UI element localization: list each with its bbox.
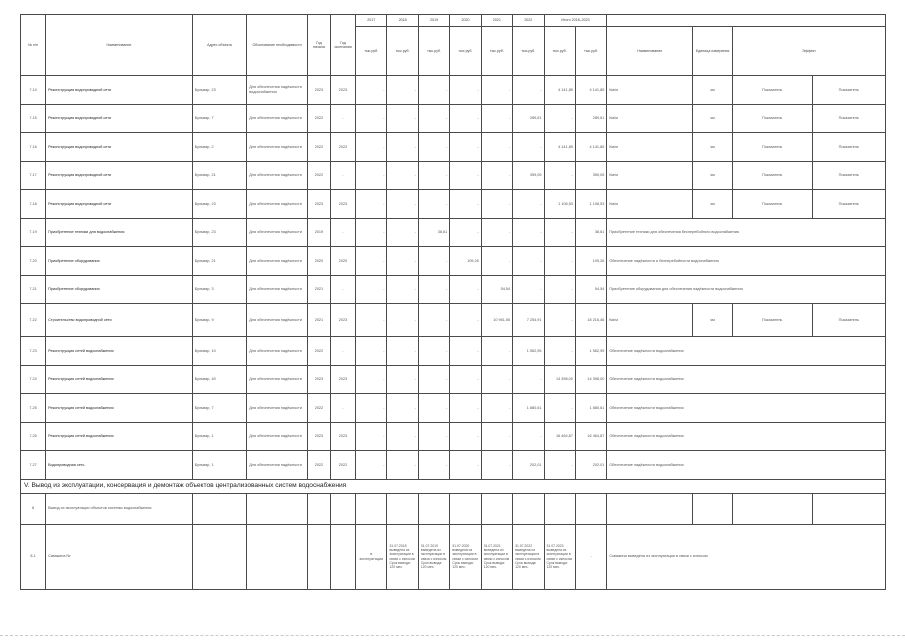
- row-plan: Км/м: [607, 190, 693, 219]
- amount-cell-y2021: -: [481, 104, 512, 133]
- row-description: Для обеспечения надёжности: [247, 104, 308, 133]
- row-num: 7.21: [21, 275, 46, 304]
- row-end-year: 2023: [330, 365, 355, 394]
- table-row: [21, 451, 886, 480]
- amount-cell-y2021: 10 961,55: [481, 304, 512, 337]
- row-description: Для обеспечения надёжности: [247, 394, 308, 423]
- amount-cell-y2022: -: [513, 365, 544, 394]
- amount-cell-y2022: 289,61: [513, 104, 544, 133]
- amount-cell-total: 202,01: [575, 451, 606, 480]
- amount-cell-y2023: -: [544, 337, 575, 366]
- table-row: [21, 190, 886, 219]
- row-address: Бульвар, 9: [192, 304, 246, 337]
- amount-cell-total: 18 216,46: [575, 304, 606, 337]
- row-num: 7.15: [21, 104, 46, 133]
- amount-cell-y2021: 54,54: [481, 275, 512, 304]
- row-plan-note: Обеспечение надёжности водоснабжения: [607, 451, 886, 480]
- amount-cell-y2022: -: [513, 76, 544, 105]
- amount-cell-y2020: -: [450, 451, 481, 480]
- amt-header: тыс.руб.: [575, 27, 606, 76]
- table-row: [21, 304, 886, 337]
- row-plan-note: Обеспечение надёжности водоснабжения: [607, 394, 886, 423]
- section-v-row: [21, 479, 886, 493]
- amount-cell-y2023: -: [544, 161, 575, 190]
- row-end-year: 2020: [330, 247, 355, 276]
- amount-cell-y2019: -: [418, 422, 449, 451]
- row-address: Бульвар, 2: [192, 133, 246, 162]
- amount-cell-y2019: -: [418, 337, 449, 366]
- row-effect-2: Показатель: [812, 190, 885, 219]
- amount-cell-y2020: -: [450, 104, 481, 133]
- amount-cell-y2019: -: [418, 247, 449, 276]
- amount-cell-y2023: -: [544, 304, 575, 337]
- row-effect-2: Показатель: [812, 161, 885, 190]
- amt-header: тыс.руб.: [418, 27, 449, 76]
- table-row: [21, 394, 886, 423]
- note-cell: Скважина выведена из эксплуатации в связи с износом: [607, 524, 886, 589]
- row-address: Бульвар, 23: [192, 190, 246, 219]
- amount-cell-y2019: -: [418, 104, 449, 133]
- row-description: Для обеспечения надёжности: [247, 133, 308, 162]
- amount-cell-y2017: -: [356, 337, 387, 366]
- row-description: Для обеспечения надёжности: [247, 304, 308, 337]
- row-start-year: 2021: [307, 275, 330, 304]
- row-start-year: 2022: [307, 451, 330, 480]
- amount-cell-y2018: -: [387, 337, 418, 366]
- amount-cell-y2023: -: [544, 104, 575, 133]
- amount-cell-y2017: -: [356, 422, 387, 451]
- amount-cell-total: 1 562,95: [575, 337, 606, 366]
- year-2020: 2020: [450, 15, 481, 27]
- col-header-name: Наименование: [46, 15, 193, 76]
- amount-cell-y2020: -: [450, 394, 481, 423]
- col-header-num: № п/п: [21, 15, 46, 76]
- row-name: Приобретение оборудования: [46, 275, 193, 304]
- amount-cell-total: 16 464,87: [575, 422, 606, 451]
- col-header-plan: Наименование: [607, 27, 693, 76]
- amount-cell-y2018: -: [387, 451, 418, 480]
- row-unit: км: [693, 190, 733, 219]
- row-address: Бульвар, 1: [192, 451, 246, 480]
- row-end-year: -: [330, 104, 355, 133]
- row-effect: Показатель: [732, 190, 812, 219]
- amount-cell-y2020: -: [450, 275, 481, 304]
- row-end-year: 2023: [330, 422, 355, 451]
- amount-cell-y2017: -: [356, 451, 387, 480]
- table-body: [21, 76, 886, 480]
- amount-cell-y2020: -: [450, 365, 481, 394]
- year-2019: 2019: [418, 15, 449, 27]
- amount-cell-y2020: -: [450, 76, 481, 105]
- total-cell: -: [575, 524, 606, 589]
- amount-cell-y2019: -: [418, 304, 449, 337]
- row-plan-note: Обеспечение надёжности водоснабжения: [607, 422, 886, 451]
- row-num: 7.26: [21, 422, 46, 451]
- table-row: [21, 337, 886, 366]
- row-effect-2: Показатель: [812, 304, 885, 337]
- row-name: Реконструкция водопроводной сети: [46, 190, 193, 219]
- group-name: Вывод из эксплуатации объектов системы водоснабжения: [46, 493, 193, 524]
- amount-cell-y2019: -: [418, 133, 449, 162]
- amount-cell-total: 54,54: [575, 275, 606, 304]
- row-start-year: 2020: [307, 247, 330, 276]
- row-unit: км: [693, 161, 733, 190]
- row-name: Реконструкция сетей водоснабжения: [46, 394, 193, 423]
- amount-cell-y2023: 16 464,87: [544, 422, 575, 451]
- right-group-header: [607, 15, 886, 27]
- amount-cell-total: 1 880,61: [575, 394, 606, 423]
- amount-cell-y2020: -: [450, 133, 481, 162]
- row-unit: км: [693, 304, 733, 337]
- amount-cell-y2017: -: [356, 247, 387, 276]
- amount-cell-y2019: -: [418, 451, 449, 480]
- row-num: 8.1: [21, 524, 46, 589]
- row-effect: Показатель: [732, 104, 812, 133]
- amount-cell-y2020: -: [450, 161, 481, 190]
- amount-cell-y2021: -: [481, 451, 512, 480]
- row-start-year: 2022: [307, 161, 330, 190]
- amount-cell-y2017: -: [356, 104, 387, 133]
- amount-cell-y2018: -: [387, 422, 418, 451]
- amount-cell-y2021: -: [481, 190, 512, 219]
- amount-cell-y2022: -: [513, 275, 544, 304]
- row-num: 7.24: [21, 365, 46, 394]
- amount-cell-y2019: -: [418, 365, 449, 394]
- year-2017: 2017: [356, 15, 387, 27]
- row-address: Бульвар, 3: [192, 275, 246, 304]
- row-end-year: 2022: [330, 451, 355, 480]
- amount-cell-y2023: -: [544, 451, 575, 480]
- amount-cell-y2022: -: [513, 218, 544, 247]
- page-edge-line: [0, 635, 905, 636]
- amount-cell-y2021: -: [481, 76, 512, 105]
- row-name: Реконструкция сетей водоснабжения: [46, 422, 193, 451]
- amount-cell-y2022: -: [513, 422, 544, 451]
- amount-cell-y2018: -: [387, 304, 418, 337]
- amt-header: тыс.руб.: [544, 27, 575, 76]
- amount-cell-y2022: 202,01: [513, 451, 544, 480]
- amount-cell-y2019: -: [418, 275, 449, 304]
- row-name: Реконструкция водопроводной сети: [46, 76, 193, 105]
- amount-cell-total: 1 108,53: [575, 190, 606, 219]
- row-address: Бульвар, 21: [192, 247, 246, 276]
- amount-cell-y2020: -: [450, 422, 481, 451]
- amount-cell-y2021: -: [481, 337, 512, 366]
- table-row: [21, 422, 886, 451]
- row-address: Бульвар, 1: [192, 422, 246, 451]
- row-name: Реконструкция водопроводной сети: [46, 104, 193, 133]
- amount-cell-y2020: -: [450, 190, 481, 219]
- amount-cell-y2017: -: [356, 76, 387, 105]
- amount-cell-y2021: -: [481, 247, 512, 276]
- row-num: 7.17: [21, 161, 46, 190]
- table-row: [21, 161, 886, 190]
- row-num: 7.22: [21, 304, 46, 337]
- row-end-year: -: [330, 337, 355, 366]
- decommission-entry: 31.07.2023 выведена из эксплуатации в связи с износом Срок вывода: 120 мес.: [544, 524, 575, 589]
- amount-cell-y2023: 4 141,85: [544, 76, 575, 105]
- year-2021: 2021: [481, 15, 512, 27]
- decommission-entry: 31.07.2022 выведена из эксплуатации в связи с износом Срок вывода: 120 мес.: [513, 524, 544, 589]
- amount-cell-y2017: -: [356, 218, 387, 247]
- row-description: Для обеспечения надёжности: [247, 451, 308, 480]
- row-end-year: -: [330, 218, 355, 247]
- row-effect: Показатель: [732, 304, 812, 337]
- amount-cell-y2022: 1 880,61: [513, 394, 544, 423]
- row-num: 7.23: [21, 337, 46, 366]
- amount-cell-y2017: -: [356, 275, 387, 304]
- table-row: [21, 275, 886, 304]
- amount-cell-y2023: 1 108,53: [544, 190, 575, 219]
- amount-cell-y2020: -: [450, 337, 481, 366]
- amount-cell-y2022: 7 254,91: [513, 304, 544, 337]
- amount-cell-y2021: -: [481, 161, 512, 190]
- amount-cell-total: 289,61: [575, 104, 606, 133]
- row-plan-note: Приобретение оборудования для обеспечения надёжности водоснабжения: [607, 275, 886, 304]
- row-address: Бульвар, 10: [192, 337, 246, 366]
- row-start-year: 2019: [307, 218, 330, 247]
- amount-cell-y2018: -: [387, 365, 418, 394]
- amount-cell-y2020: -: [450, 304, 481, 337]
- col-header-start: Год начала: [307, 15, 330, 76]
- row-start-year: 2021: [307, 304, 330, 337]
- decommission-entry: 31.07.2020 выведена из эксплуатации в связи с износом Срок вывода: 120 мес.: [450, 524, 481, 589]
- col-header-addr: Адрес объекта: [192, 15, 246, 76]
- row-plan: Км/м: [607, 76, 693, 105]
- decommission-entry: 31.07.2018 выведена из эксплуатации в связи с износом Срок вывода: 120 мес.: [387, 524, 418, 589]
- row-plan-note: Обеспечение надёжности водоснабжения: [607, 337, 886, 366]
- decommission-entry: 31.07.2021 выведена из эксплуатации в связи с износом Срок вывода: 120 мес.: [481, 524, 512, 589]
- year-2023-total: Итого 2018–2023: [544, 15, 607, 27]
- row-description: Для обеспечения надёжности: [247, 365, 308, 394]
- amount-cell-y2018: -: [387, 247, 418, 276]
- row-num: 7.18: [21, 190, 46, 219]
- amount-cell-y2020: -: [450, 218, 481, 247]
- amount-cell-total: 109,26: [575, 247, 606, 276]
- row-plan-note: Приобретение техники для обеспечения бесперебойного водоснабжения: [607, 218, 886, 247]
- amount-cell-y2019: 38,61: [418, 218, 449, 247]
- amount-cell-total: 4 141,85: [575, 76, 606, 105]
- row-plan: Км/м: [607, 104, 693, 133]
- table-row: [21, 76, 886, 105]
- row-start-year: 2022: [307, 133, 330, 162]
- section-v-body: [21, 479, 886, 589]
- row-effect-2: Показатель: [812, 76, 885, 105]
- amount-cell-y2021: -: [481, 133, 512, 162]
- col-header-unit: Единица измерения: [693, 27, 733, 76]
- row-end-year: 2022: [330, 133, 355, 162]
- row-description: Для обеспечения надёжности: [247, 218, 308, 247]
- row-unit: км: [693, 104, 733, 133]
- row-start-year: 2023: [307, 190, 330, 219]
- row-plan: Км/м: [607, 304, 693, 337]
- amount-cell-y2021: -: [481, 218, 512, 247]
- row-description: Для обеспечения надёжности: [247, 275, 308, 304]
- amount-cell-y2022: 359,05: [513, 161, 544, 190]
- amount-cell-total: 14 398,00: [575, 365, 606, 394]
- row-effect-2: Показатель: [812, 133, 885, 162]
- table-row: [21, 133, 886, 162]
- row-start-year: 2022: [307, 104, 330, 133]
- amount-cell-y2022: -: [513, 133, 544, 162]
- amount-cell-y2018: -: [387, 104, 418, 133]
- row-start-year: 2022: [307, 337, 330, 366]
- section-v-title: V. Вывод из эксплуатации, консервация и демонтаж объектов централизованных систем водоснабжения: [21, 479, 886, 493]
- row-description: Для обеспечения надёжности: [247, 337, 308, 366]
- amount-cell-y2017: -: [356, 190, 387, 219]
- table-row: [21, 365, 886, 394]
- amount-cell-y2023: 14 398,00: [544, 365, 575, 394]
- row-start-year: 2022: [307, 394, 330, 423]
- document-page: [20, 14, 886, 614]
- row-end-year: 2023: [330, 190, 355, 219]
- row-num: 7.16: [21, 133, 46, 162]
- row-effect: Показатель: [732, 76, 812, 105]
- table-row: [21, 247, 886, 276]
- row-end-year: -: [330, 275, 355, 304]
- row-description: Для обеспечения надёжности: [247, 247, 308, 276]
- status-cell: в эксплуатации: [356, 524, 387, 589]
- row-unit: км: [693, 133, 733, 162]
- row-name: Реконструкция сетей водоснабжения: [46, 365, 193, 394]
- amount-cell-y2017: -: [356, 133, 387, 162]
- row-address: Бульвар, 23: [192, 76, 246, 105]
- amount-cell-y2022: -: [513, 247, 544, 276]
- amount-cell-y2018: -: [387, 275, 418, 304]
- row-name: Приобретение техники для водоснабжения: [46, 218, 193, 247]
- amt-header: тыс.руб.: [481, 27, 512, 76]
- group-row: [21, 493, 886, 524]
- table-row: [21, 524, 886, 589]
- table-row: [21, 218, 886, 247]
- row-plan-note: Обеспечение надёжности водоснабжения: [607, 365, 886, 394]
- amount-cell-total: 38,61: [575, 218, 606, 247]
- amount-cell-y2022: -: [513, 190, 544, 219]
- row-name: Реконструкция сетей водоснабжения: [46, 337, 193, 366]
- row-name: Приобретение оборудования: [46, 247, 193, 276]
- amount-cell-y2019: -: [418, 76, 449, 105]
- amount-cell-y2020: 109,26: [450, 247, 481, 276]
- amount-cell-y2023: -: [544, 275, 575, 304]
- row-end-year: 2023: [330, 304, 355, 337]
- amount-cell-total: 4 141,85: [575, 133, 606, 162]
- row-plan-note: Обеспечение надёжности и бесперебойности водоснабжения: [607, 247, 886, 276]
- row-plan: Км/м: [607, 161, 693, 190]
- amount-cell-y2017: -: [356, 304, 387, 337]
- amount-cell-y2018: -: [387, 76, 418, 105]
- amount-cell-y2021: -: [481, 422, 512, 451]
- row-num: 7.19: [21, 218, 46, 247]
- amt-header: тыс.руб.: [356, 27, 387, 76]
- amount-cell-y2017: -: [356, 365, 387, 394]
- decommission-entry: 31.07.2019 выведена из эксплуатации в связи с износом Срок вывода: 120 мес.: [418, 524, 449, 589]
- amount-cell-y2023: -: [544, 247, 575, 276]
- amount-cell-y2017: -: [356, 394, 387, 423]
- row-address: Бульвар, 21: [192, 161, 246, 190]
- row-name: Реконструкция водопроводной сети: [46, 161, 193, 190]
- row-num: 7.27: [21, 451, 46, 480]
- row-address: Бульвар, 40: [192, 365, 246, 394]
- row-address: Бульвар, 7: [192, 104, 246, 133]
- row-end-year: -: [330, 394, 355, 423]
- amount-cell-y2018: -: [387, 133, 418, 162]
- amount-cell-y2021: -: [481, 394, 512, 423]
- row-effect: Показатель: [732, 161, 812, 190]
- col-header-effect: Эффект: [732, 27, 885, 76]
- row-plan: Км/м: [607, 133, 693, 162]
- investment-program-table: [20, 14, 886, 590]
- amount-cell-y2017: -: [356, 161, 387, 190]
- amount-cell-y2018: -: [387, 190, 418, 219]
- row-start-year: 2023: [307, 422, 330, 451]
- row-end-year: 2023: [330, 76, 355, 105]
- year-2022: 2022: [513, 15, 544, 27]
- amount-cell-y2018: -: [387, 218, 418, 247]
- row-name: Водопроводная сеть: [46, 451, 193, 480]
- row-name: Скважина №: [46, 524, 193, 589]
- amount-cell-y2019: -: [418, 190, 449, 219]
- row-address: Бульвар, 23: [192, 218, 246, 247]
- amount-cell-y2023: 4 141,85: [544, 133, 575, 162]
- row-num: 7.14: [21, 76, 46, 105]
- amount-cell-y2018: -: [387, 394, 418, 423]
- row-effect-2: Показатель: [812, 104, 885, 133]
- amt-header: тыс.руб.: [387, 27, 418, 76]
- row-num: 7.20: [21, 247, 46, 276]
- amt-header: тыс.руб.: [513, 27, 544, 76]
- row-num: 7.25: [21, 394, 46, 423]
- amount-cell-y2018: -: [387, 161, 418, 190]
- year-2018: 2018: [387, 15, 418, 27]
- amount-cell-y2021: -: [481, 365, 512, 394]
- row-description: Для обеспечения надёжности: [247, 422, 308, 451]
- year-header-row: [21, 15, 886, 27]
- row-address: Бульвар, 7: [192, 394, 246, 423]
- row-name: Строительство водопроводной сети: [46, 304, 193, 337]
- row-description: Для обеспечения надёжности водоснабжения: [247, 76, 308, 105]
- amount-cell-y2019: -: [418, 394, 449, 423]
- row-unit: км: [693, 76, 733, 105]
- group-num: 8: [21, 493, 46, 524]
- amount-cell-y2023: -: [544, 218, 575, 247]
- amount-cell-y2019: -: [418, 161, 449, 190]
- amount-cell-y2023: -: [544, 394, 575, 423]
- amount-cell-total: 359,05: [575, 161, 606, 190]
- col-header-descr: Обоснование необходимости: [247, 15, 308, 76]
- row-description: Для обеспечения надёжности: [247, 161, 308, 190]
- amt-header: тыс.руб.: [450, 27, 481, 76]
- row-effect: Показатель: [732, 133, 812, 162]
- row-description: Для обеспечения надёжности: [247, 190, 308, 219]
- row-start-year: 2023: [307, 76, 330, 105]
- amount-cell-y2022: 1 562,95: [513, 337, 544, 366]
- row-start-year: 2023: [307, 365, 330, 394]
- row-name: Реконструкция водопроводной сети: [46, 133, 193, 162]
- row-end-year: -: [330, 161, 355, 190]
- table-row: [21, 104, 886, 133]
- col-header-end: Год окончания: [330, 15, 355, 76]
